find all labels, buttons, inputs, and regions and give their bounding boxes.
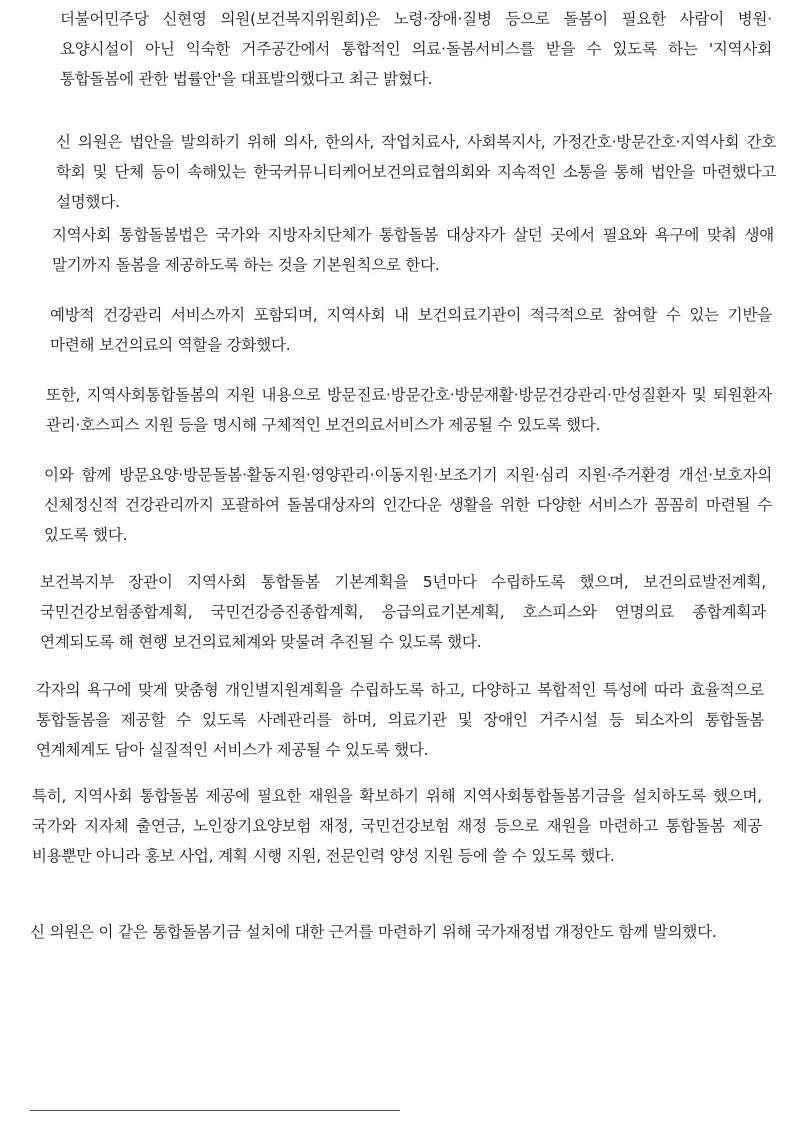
footer-rule xyxy=(30,1110,400,1111)
paragraph-5: 또한, 지역사회통합돌봄의 지원 내용으로 방문진료·방문간호·방문재활·방문건강관리·만성질환자 및 퇴원환자 관리·호스피스 지원 등을 명시해 구체적인 보건의료서비스가 제공될 수 있도록 했다. xyxy=(46,386,772,434)
paragraph-6: 이와 함께 방문요양·방문돌봄·활동지원·영양관리·이동지원·보조기기 지원·심리 지원·주거환경 개선·보호자의 신체정신적 건강관리까지 포괄하여 돌봄대상자의 인간다운 생활을 위한 다양한 서비스가 꼼꼼히 마련될 수 있도록 했다. xyxy=(44,466,772,544)
paragraph-7: 보건복지부 장관이 지역사회 통합돌봄 기본계획을 5년마다 수립하도록 했으며, 보건의료발전계획, 국민건강보험종합계획, 국민건강증진종합계획, 응급의료기본계획, 호스피스와 연명의료 종합계획과 연계되도록 해 현행 보건의료체계와 맞물려 추진될 수 있도록 했다. xyxy=(40,573,766,651)
paragraph-9: 특히, 지역사회 통합돌봄 제공에 필요한 재원을 확보하기 위해 지역사회통합돌봄기금을 설치하도록 했으며, 국가와 지자체 출연금, 노인장기요양보험 재정, 국민건강보험 재정 등으로 재원을 마련하고 통합돌봄 제공 비용뿐만 아니라 홍보 사업, 계획 시행 지원, 전문인력 양성 지원 등에 쓸 수 있도록 했다. xyxy=(32,787,762,865)
paragraph-3: 지역사회 통합돌봄법은 국가와 지방자치단체가 통합돌봄 대상자가 살던 곳에서 필요와 욕구에 맞춰 생애 말기까지 돌봄을 제공하도록 하는 것을 기본원칙으로 한다. xyxy=(52,226,774,274)
paragraph-10: 신 의원은 이 같은 통합돌봄기금 설치에 대한 근거를 마련하기 위해 국가재정법 개정안도 함께 발의했다. xyxy=(30,923,717,941)
paragraph-1: 더불어민주당 신현영 의원(보건복지위원회)은 노령·장애·질병 등으로 돌봄이 필요한 사람이 병원·요양시설이 아닌 익숙한 거주공간에서 통합적인 의료·돌봄서비스를 받을 수 있도록 하는 '지역사회 통합돌봄에 관한 법률안'을 대표발의했다고 최근 밝혔다. xyxy=(60,10,772,88)
paragraph-4: 예방적 건강관리 서비스까지 포함되며, 지역사회 내 보건의료기관이 적극적으로 참여할 수 있는 기반을 마련해 보건의료의 역할을 강화했다. xyxy=(50,306,772,354)
paragraph-8: 각자의 욕구에 맞게 맞춤형 개인별지원계획을 수립하도록 하고, 다양하고 복합적인 특성에 따라 효율적으로 통합돌봄을 제공할 수 있도록 사례관리를 하며, 의료기관 및 장애인 거주시설 등 퇴소자의 통합돌봄 연계체계도 담아 실질적인 서비스가 제공될 수 있도록 했다. xyxy=(36,681,764,759)
paragraph-2: 신 의원은 법안을 발의하기 위해 의사, 한의사, 작업치료사, 사회복지사, 가정간호·방문간호·지역사회 간호 학회 및 단체 등이 속해있는 한국커뮤니티케어보건의료협의회와 지속적인 소통을 통해 법안을 마련했다고 설명했다. xyxy=(56,133,776,211)
